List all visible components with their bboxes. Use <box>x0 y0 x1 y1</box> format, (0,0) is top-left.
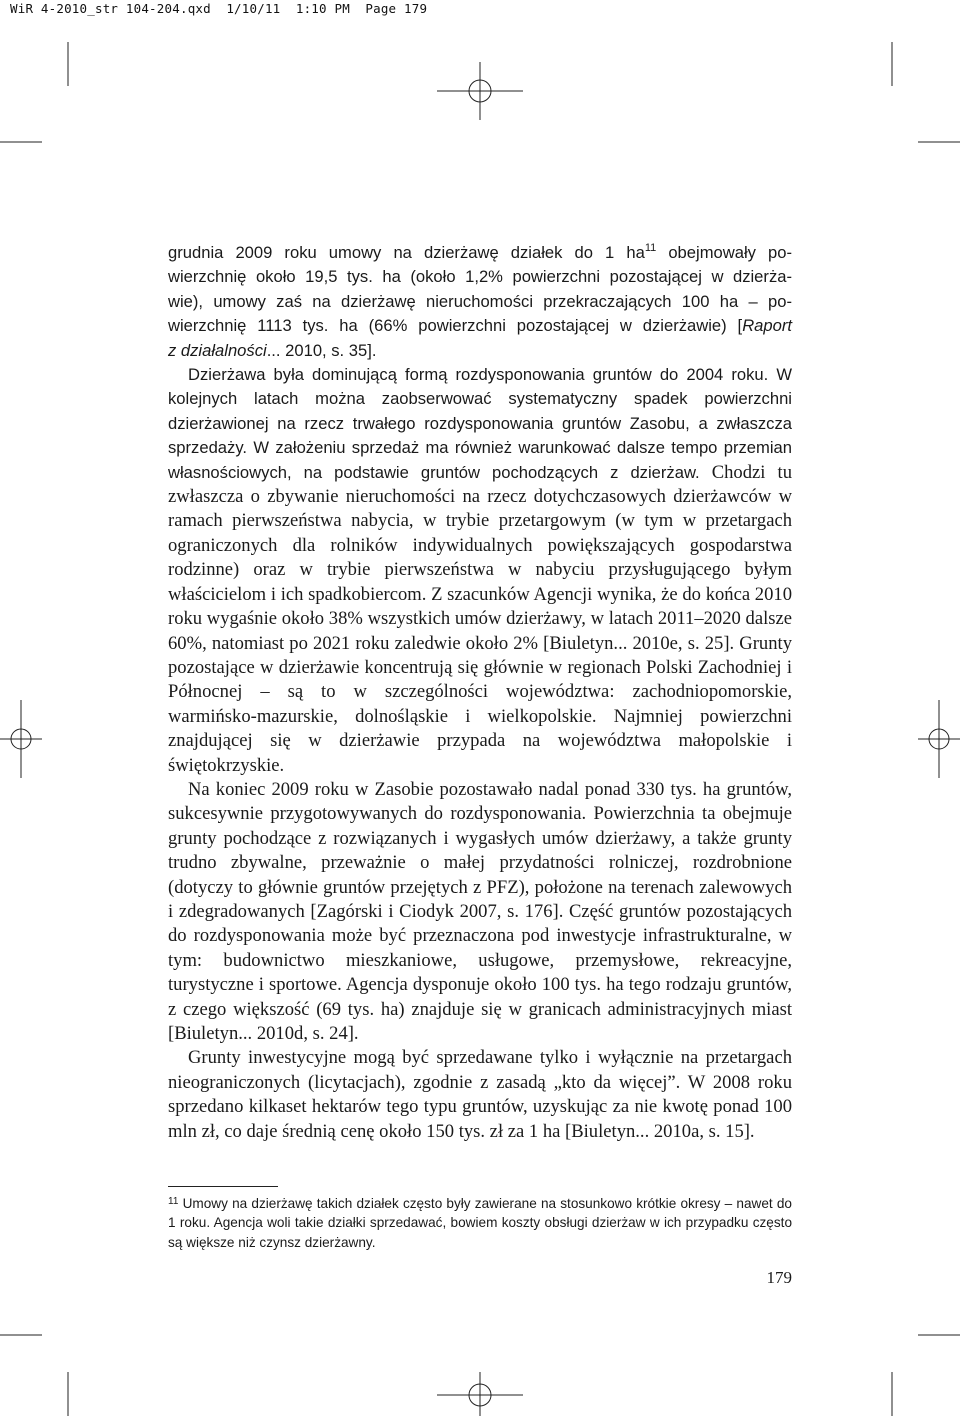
paragraph-4: Grunty inwestycyjne mogą być sprzedawane tylko i wyłącznie na przetargach nieograniczonych (licytacjach), zgodnie z zasadą „kto da więcej”. W 2008 roku sprzedano kilkaset hektarów tego typu gruntów, uzyskując za nie kwotę ponad 100 mln zł, co daje średnią cenę około 150 tys. zł za 1 ha [Biuletyn... 2010a, s. 15]. <box>168 1047 792 1142</box>
p1-line-2: wierzchnię około 19,5 tys. ha (około 1,2% powierzchni pozostającej w dzierża- <box>168 267 792 287</box>
paragraph-2-sans: Dzierżawa była dominującą formą rozdysponowania gruntów do 2004 roku. W kolejnych latach można zaobserwować systematyczny spadek powierzchni dzierżawionej na rzecz trwałego rozdysponowania gruntów Zasobu, a zwłaszcza sprzedaży. W założeniu sprzedaż ma również warunkować dalsze tempo przemian własnościowych, na podstawie gruntów pochodzących z dzierżaw. <box>168 365 792 482</box>
footnote-number: 11 <box>168 1196 179 1207</box>
p1-line-1-end: obejmowały po- <box>656 243 793 262</box>
paragraph-2 <box>168 363 792 778</box>
body-text <box>168 241 792 1144</box>
footnote-text: Umowy na dzierżawę takich działek często były zawierane na stosunkowo krótkie okresy – nawet do 1 roku. Agencja woli takie działki sprzedawać, bowiem koszty obsługi dzierżaw w ich przypadku często są większe niż czynsz dzierżawny. <box>168 1196 792 1250</box>
citation-title-2: z działalności <box>168 340 267 360</box>
footnote <box>168 1194 792 1252</box>
paragraph-3: Na koniec 2009 roku w Zasobie pozostawało nadal ponad 330 tys. ha gruntów, sukcesywnie przygotowywanych do rozdysponowania. Powierzchnia ta obejmuje grunty pochodzące z rozwiązanych i wygasłych umów dzierżawy, a także grunty trudno zbywalne, przeważnie o małej przydatności rolniczej, rozdrobnione (dotyczy to głównie gruntów przejętych z PFZ), położone na terenach zalewowych i zdegradowanych [Zagórski i Ciodyk 2007, s. 176]. Część gruntów pozostających do rozdysponowania może być przeznaczona pod inwestycje infrastrukturalne, w tym: budownictwo mieszkaniowe, usługowe, przemysłowe, rekreacyjne, turystyczne i sportowe. Agencja dysponuje około 100 tys. ha tego rodzaju gruntów, z czego większość (69 tys. ha) znajduje się w granicach administracyjnych miast [Biuletyn... 2010d, s. 24]. <box>168 778 792 1044</box>
p1-line-4-text: wierzchnię 1113 tys. ha (66% powierzchni pozostającej w dzierżawie) [ <box>168 316 743 336</box>
print-slug: WiR 4-2010_str 104-204.qxd 1/10/11 1:10 PM Page 179 <box>10 1 428 16</box>
p1-line-5 <box>168 339 792 363</box>
footnote-rule <box>168 1186 278 1187</box>
page-number: 179 <box>766 1268 792 1287</box>
paragraph-1 <box>168 241 792 265</box>
paragraph-2-serif: Chodzi tu zwłaszcza o zbywanie nieruchomości na rzecz dotychczasowych dzierżawców w ramach pierwszeństwa nabycia, w trybie przetargowym (w tym w przetargach ograniczonych dla rolników indywidualnych powiększających gospodarstwa rodzinne) oraz w trybie pierwszeństwa w nabyciu przysługującego byłym właścicielom i ich spadkobiercom. Z szacunków Agencji wynika, że do końca 2010 roku wygaśnie około 38% wszystkich umów dzierżawy, w latach 2011–2020 dalsze 60%, natomiast po 2021 roku zaledwie około 2% [Biuletyn... 2010e, s. 25]. Grunty pozostające w dzierżawie koncentrują się głównie w regionach Polski Zachodniej i Północnej – są to w szczególności województwa: zachodniopomorskie, warmińsko-mazurskie, dolnośląskie i wielkopolskie. Najmniej powierzchni znajdującej się w dzierżawie przypada na województwa małopolskie i świętokrzyskie. <box>168 461 792 776</box>
p1-line-4 <box>168 314 792 338</box>
p1-line-1: grudnia 2009 roku umowy na dzierżawę działek do 1 ha <box>168 243 645 262</box>
citation-title-1: Raport <box>742 316 792 336</box>
p1-line-3: wie), umowy zaś na dzierżawę nieruchomości przekraczających 100 ha – po- <box>168 291 792 311</box>
footnote-ref-11: 11 <box>644 242 657 254</box>
citation-tail: ... 2010, s. 35]. <box>266 340 377 360</box>
